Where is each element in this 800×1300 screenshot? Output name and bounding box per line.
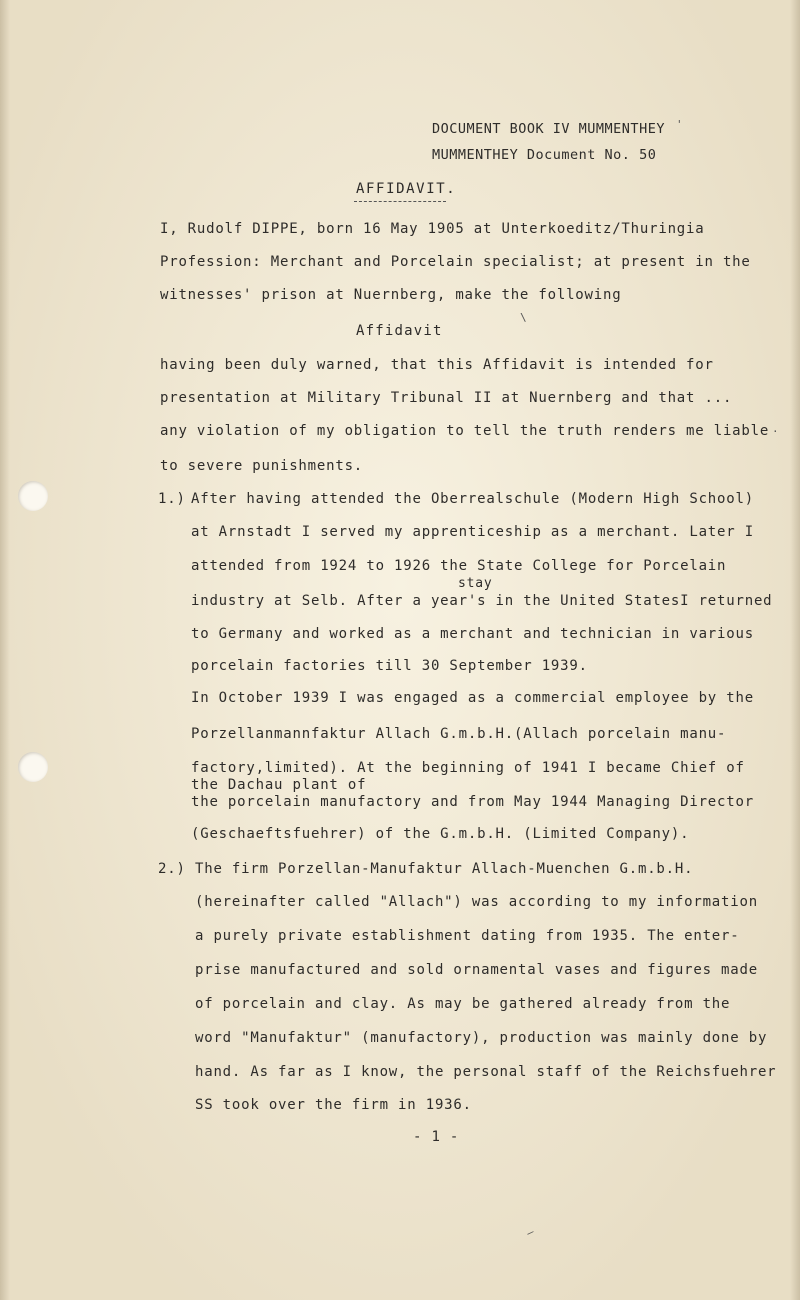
section-1-line: In October 1939 I was engaged as a commercial employee by the	[191, 690, 754, 706]
warning-line: to severe punishments.	[160, 458, 364, 474]
document-book-header: DOCUMENT BOOK IV MUMMENTHEY	[432, 121, 665, 137]
section-1-line: attended from 1924 to 1926 the State College for Porcelain	[191, 558, 727, 574]
section-2-line: hand. As far as I know, the personal staff of the Reichsfuehrer	[195, 1064, 777, 1080]
punch-hole-top	[18, 481, 48, 511]
punch-hole-bottom	[18, 752, 48, 782]
section-1-line: industry at Selb. After a year's in the United StatesI returned	[191, 593, 773, 609]
document-number-header: MUMMENTHEY Document No. 50	[432, 147, 657, 163]
title-underline	[354, 201, 446, 202]
section-1-line: the porcelain manufactory and from May 1944 Managing Director	[191, 794, 754, 810]
section-2-line: (hereinafter called "Allach") was according to my information	[195, 894, 758, 910]
warning-line: having been duly warned, that this Affidavit is intended for	[160, 357, 714, 373]
right-page-edge	[790, 0, 800, 1300]
handwritten-insertion: stay	[458, 576, 493, 591]
section-1-line: Porzellanmannfaktur Allach G.m.b.H.(Allach porcelain manu-	[191, 726, 727, 742]
intro-line: witnesses' prison at Nuernberg, make the following	[160, 287, 622, 303]
section-1-line: After having attended the Oberrealschule (Modern High School)	[191, 491, 754, 507]
affidavit-subheading: Affidavit	[356, 323, 443, 339]
warning-line: any violation of my obligation to tell the truth renders me liable	[160, 423, 770, 439]
warning-line: presentation at Military Tribunal II at Nuernberg and that ...	[160, 390, 733, 406]
section-2-line: SS took over the firm in 1936.	[195, 1097, 472, 1113]
section-1-line: factory,limited). At the beginning of 1941 I became Chief of	[191, 760, 745, 776]
section-2-line: prise manufactured and sold ornamental vases and figures made	[195, 962, 758, 978]
section-2-line: word "Manufaktur" (manufactory), production was mainly done by	[195, 1030, 768, 1046]
section-2-line: a purely private establishment dating from 1935. The enter-	[195, 928, 740, 944]
stray-mark: '	[676, 118, 683, 131]
intro-line: I, Rudolf DIPPE, born 16 May 1905 at Unterkoeditz/Thuringia	[160, 221, 705, 237]
stray-mark: \	[520, 311, 527, 324]
section-2-number: 2.)	[158, 861, 186, 877]
pencil-mark: —	[524, 1225, 537, 1240]
left-page-edge	[0, 0, 10, 1300]
page-number: - 1 -	[413, 1129, 460, 1145]
section-1-number: 1.)	[158, 491, 186, 507]
section-1-line: the Dachau plant of	[191, 777, 367, 793]
section-1-line: porcelain factories till 30 September 1939.	[191, 658, 588, 674]
stray-mark: ·	[772, 425, 779, 438]
section-2-line: of porcelain and clay. As may be gathered already from the	[195, 996, 731, 1012]
section-2-line: The firm Porzellan-Manufaktur Allach-Muenchen G.m.b.H.	[195, 861, 694, 877]
section-1-line: at Arnstadt I served my apprenticeship as a merchant. Later I	[191, 524, 754, 540]
intro-line: Profession: Merchant and Porcelain specialist; at present in the	[160, 254, 751, 270]
document-title: AFFIDAVIT.	[356, 181, 457, 197]
section-1-line: (Geschaeftsfuehrer) of the G.m.b.H. (Limited Company).	[191, 826, 690, 842]
section-1-line: to Germany and worked as a merchant and technician in various	[191, 626, 754, 642]
